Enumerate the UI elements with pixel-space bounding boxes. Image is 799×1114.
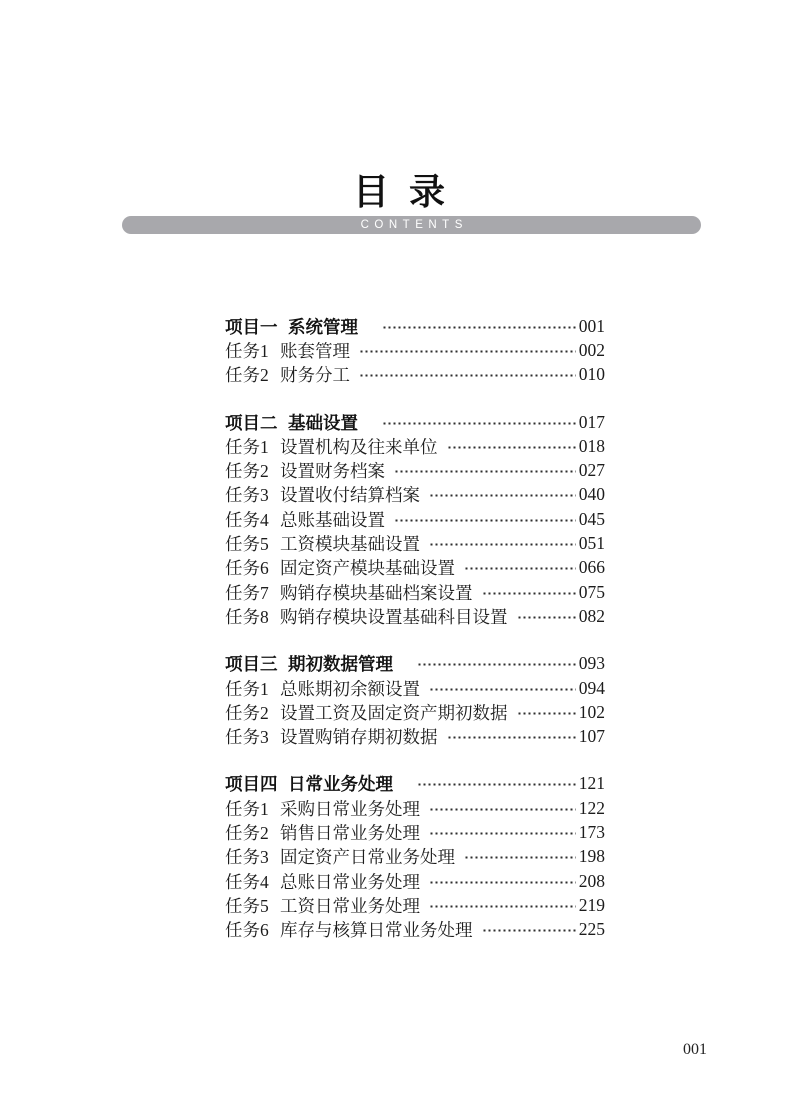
dotted-leader — [429, 681, 576, 698]
toc-entry-label: 任务2 — [225, 823, 269, 843]
dotted-leader — [429, 898, 576, 915]
toc-entry-page: 040 — [578, 484, 605, 505]
toc-entry-page: 198 — [578, 846, 605, 867]
toc-entry-page: 045 — [578, 508, 605, 529]
toc-entry-title: 采购日常业务处理 — [280, 798, 420, 819]
toc-entry-title: 总账日常业务处理 — [280, 871, 420, 892]
toc-entry-title: 系统管理 — [288, 316, 358, 337]
toc-entry-title: 财务分工 — [280, 365, 350, 386]
toc-entry — [225, 483, 605, 507]
toc-entry — [225, 363, 605, 387]
toc-entry-page: 018 — [578, 435, 605, 456]
toc-entry — [225, 652, 605, 676]
dotted-leader — [417, 776, 576, 793]
toc-entry-label: 任务5 — [225, 895, 269, 916]
toc-entry-page: 027 — [578, 460, 605, 481]
toc-entry-label: 任务2 — [225, 365, 269, 386]
dotted-leader — [447, 439, 576, 456]
toc-entry-label: 任务7 — [225, 582, 269, 603]
toc-entry-label: 项目二 — [225, 412, 278, 433]
toc-entry-label: 任务5 — [225, 534, 269, 555]
toc-entry — [225, 338, 605, 362]
toc-entry — [225, 772, 605, 796]
toc-section — [225, 772, 605, 942]
toc-entry-page: 017 — [578, 411, 605, 432]
toc-entry — [225, 845, 605, 869]
toc-entry — [225, 796, 605, 820]
toc-entry-title: 日常业务处理 — [288, 774, 393, 795]
toc-entry-page: 208 — [578, 870, 605, 891]
dotted-leader — [517, 609, 576, 626]
toc-section — [225, 410, 605, 629]
toc-entry-label: 任务3 — [225, 847, 269, 868]
toc-entry-page: 121 — [578, 773, 605, 794]
toc-entry — [225, 556, 605, 580]
toc-entry — [225, 700, 605, 724]
toc-entry-page: 075 — [578, 581, 605, 602]
page-number: 001 — [683, 1041, 707, 1058]
toc-entry-title: 设置工资及固定资产期初数据 — [280, 702, 508, 723]
toc-section — [225, 314, 605, 387]
toc-entry-title: 期初数据管理 — [288, 654, 393, 675]
toc-entry-title: 账套管理 — [280, 340, 350, 361]
toc-entry — [225, 531, 605, 555]
contents-banner-label: CONTENTS — [360, 219, 468, 231]
toc-entry-title: 设置购销存期初数据 — [280, 727, 438, 748]
dotted-leader — [429, 801, 576, 818]
toc-entry-title: 固定资产模块基础设置 — [280, 558, 455, 579]
dotted-leader — [382, 415, 576, 432]
toc-entry-title: 设置财务档案 — [280, 461, 385, 482]
toc-entry — [225, 893, 605, 917]
toc-entry-page: 093 — [578, 653, 605, 674]
toc-entry — [225, 458, 605, 482]
toc-entry-title: 购销存模块基础档案设置 — [280, 582, 473, 603]
toc-entry — [225, 314, 605, 338]
toc-entry-title: 工资模块基础设置 — [280, 534, 420, 555]
toc-entry-label: 任务3 — [225, 727, 269, 748]
dotted-leader — [382, 319, 576, 336]
toc-entry-title: 购销存模块设置基础科目设置 — [280, 606, 508, 627]
dotted-leader — [429, 874, 576, 891]
dotted-leader — [482, 585, 576, 602]
dotted-leader — [394, 512, 576, 529]
dotted-leader — [359, 343, 576, 360]
toc-entry-page: 066 — [578, 557, 605, 578]
dotted-leader — [359, 367, 576, 384]
toc-entry-page: 094 — [578, 677, 605, 698]
toc-entry-title: 总账期初余额设置 — [280, 678, 420, 699]
toc-entry — [225, 604, 605, 628]
toc-entry-page: 173 — [578, 821, 605, 842]
toc-entry-label: 任务2 — [225, 702, 269, 723]
dotted-leader — [429, 536, 576, 553]
dotted-leader — [482, 922, 576, 939]
toc-entry-page: 082 — [578, 605, 605, 626]
dotted-leader — [464, 849, 576, 866]
dotted-leader — [447, 729, 576, 746]
toc-entry-label: 任务1 — [225, 678, 269, 699]
toc-entry-title: 总账基础设置 — [280, 509, 385, 530]
toc-entry-label: 任务2 — [225, 461, 269, 482]
toc-entry — [225, 410, 605, 434]
toc-entry-page: 102 — [578, 701, 605, 722]
toc-entry — [225, 580, 605, 604]
toc-entry-page: 001 — [578, 315, 605, 336]
dotted-leader — [517, 705, 576, 722]
toc-entry-label: 任务1 — [225, 340, 269, 361]
toc-entry-label: 项目四 — [225, 774, 278, 795]
toc-entry-label: 项目一 — [225, 316, 278, 337]
dotted-leader — [417, 656, 576, 673]
toc-entry-label: 任务1 — [225, 436, 269, 457]
toc-entry — [225, 918, 605, 942]
toc-entry-page: 051 — [578, 533, 605, 554]
toc-entry-label: 任务4 — [225, 871, 269, 892]
dotted-leader — [429, 487, 576, 504]
toc-entry — [225, 820, 605, 844]
toc-entry-page: 107 — [578, 726, 605, 747]
toc-entry-title: 库存与核算日常业务处理 — [280, 920, 473, 941]
toc-entry-label: 任务6 — [225, 920, 269, 941]
toc-entry-label: 任务6 — [225, 558, 269, 579]
dotted-leader — [464, 560, 576, 577]
toc-entry — [225, 507, 605, 531]
toc-entry-page: 225 — [578, 919, 605, 940]
toc-entry-label: 任务4 — [225, 509, 269, 530]
toc-entry-title: 基础设置 — [288, 412, 358, 433]
table-of-contents — [225, 314, 605, 965]
toc-entry-page: 219 — [578, 894, 605, 915]
toc-entry — [225, 676, 605, 700]
contents-banner — [122, 216, 701, 234]
toc-entry-label: 任务1 — [225, 798, 269, 819]
page-title: 目 录 — [352, 171, 446, 212]
toc-entry — [225, 724, 605, 748]
toc-entry-title: 设置机构及往来单位 — [280, 436, 438, 457]
toc-entry-page: 002 — [578, 339, 605, 360]
toc-entry-label: 项目三 — [225, 654, 278, 675]
toc-entry-title: 工资日常业务处理 — [280, 895, 420, 916]
toc-entry-title: 销售日常业务处理 — [280, 823, 420, 843]
toc-section — [225, 652, 605, 749]
toc-entry-page: 010 — [578, 364, 605, 385]
toc-entry-title: 固定资产日常业务处理 — [280, 847, 455, 868]
toc-entry-page: 122 — [578, 797, 605, 818]
dotted-leader — [429, 825, 576, 842]
toc-entry-label: 任务8 — [225, 606, 269, 627]
toc-entry-title: 设置收付结算档案 — [280, 485, 420, 506]
toc-entry-label: 任务3 — [225, 485, 269, 506]
dotted-leader — [394, 463, 576, 480]
toc-entry — [225, 869, 605, 893]
toc-entry — [225, 434, 605, 458]
